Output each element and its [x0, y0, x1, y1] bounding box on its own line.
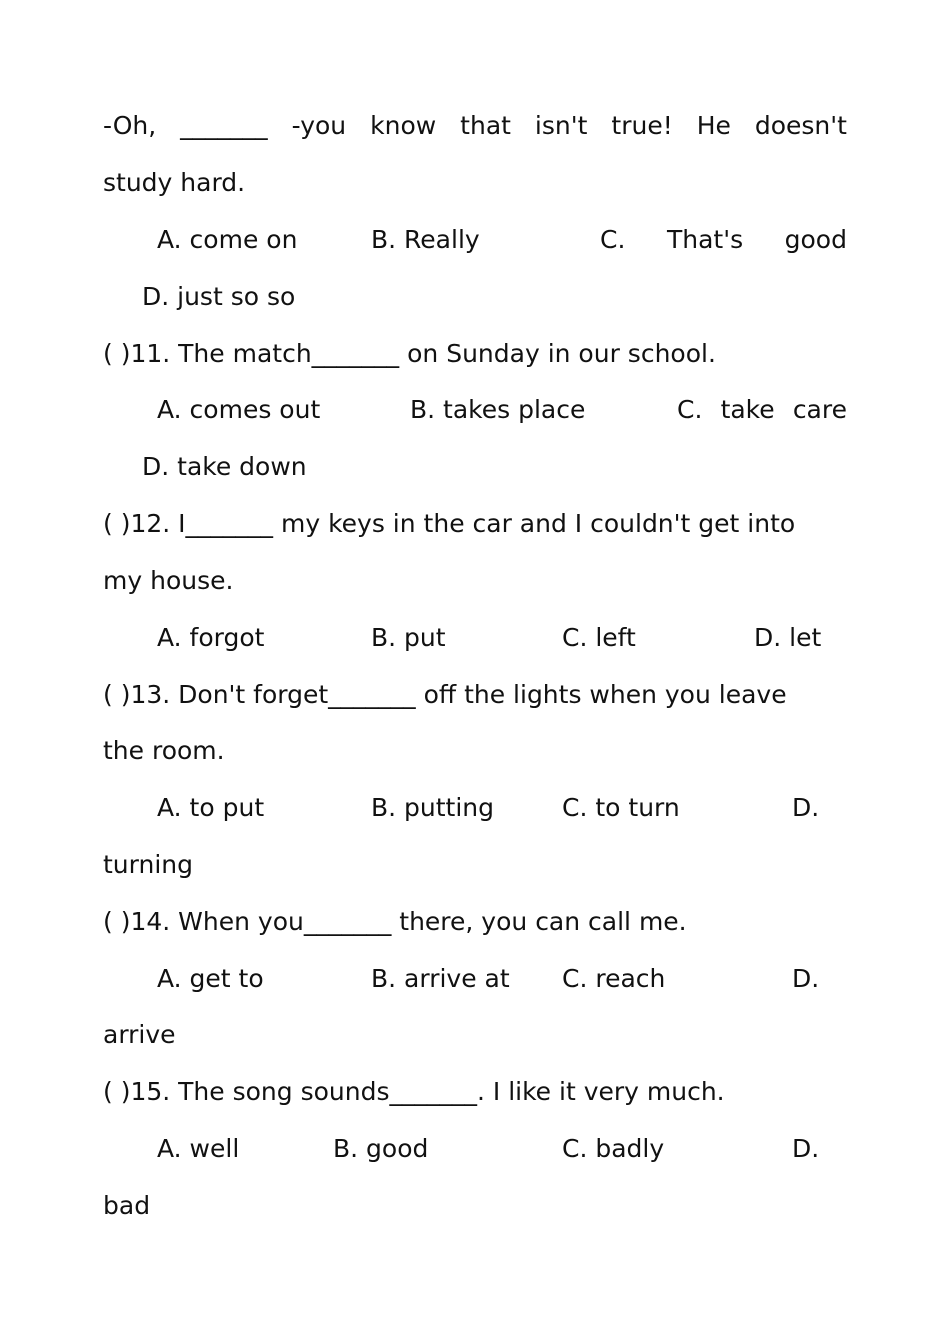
q10-word: isn't — [534, 111, 588, 140]
q12-option-a: A. forgot — [157, 623, 265, 652]
q11-option-c — [677, 390, 847, 430]
q10-line-2: study hard. — [103, 168, 246, 197]
q14-option-d-text: arrive — [103, 1020, 176, 1049]
q15-option-c: C. badly — [562, 1134, 665, 1163]
q15-options-row — [157, 1129, 847, 1169]
q12-option-d: D. let — [754, 623, 822, 652]
q10-word: doesn't — [754, 111, 847, 140]
q11-option-c-word: take — [720, 395, 775, 424]
q10-word: -Oh, — [103, 111, 157, 140]
q10-word: know — [370, 111, 437, 140]
q10-option-c-word: That's — [666, 225, 744, 254]
q13-option-c: C. to turn — [562, 793, 680, 822]
q10-options-row — [157, 220, 847, 260]
q12-options-row — [157, 618, 847, 658]
q13-stem: ( )13. Don't forget_______ off the lights when you leave — [103, 680, 787, 709]
q14-option-b: B. arrive at — [371, 964, 510, 993]
q12-option-c: C. left — [562, 623, 636, 652]
q13-option-a: A. to put — [157, 793, 265, 822]
q11-option-d: D. take down — [142, 452, 307, 481]
q11-option-b: B. takes place — [410, 395, 586, 424]
q14-option-c: C. reach — [562, 964, 666, 993]
q15-option-a: A. well — [157, 1134, 240, 1163]
q10-word: He — [696, 111, 731, 140]
q11-option-a: A. comes out — [157, 395, 321, 424]
q10-blank: _______ — [180, 111, 268, 140]
q15-option-d: D. — [792, 1134, 820, 1163]
q13-option-d: D. — [792, 793, 820, 822]
q14-option-d: D. — [792, 964, 820, 993]
q14-stem: ( )14. When you_______ there, you can call me. — [103, 907, 687, 936]
q13-options-row — [157, 788, 847, 828]
q10-option-a: A. come on — [157, 225, 298, 254]
q10-option-c-word: C. — [600, 225, 626, 254]
q11-option-c-word: C. — [677, 395, 703, 424]
q13-option-b: B. putting — [371, 793, 495, 822]
q12-stem: ( )12. I_______ my keys in the car and I couldn't get into — [103, 509, 796, 538]
q10-option-c — [600, 220, 847, 260]
q13-option-d-text: turning — [103, 850, 193, 879]
q12-option-b: B. put — [371, 623, 446, 652]
q10-option-d: D. just so so — [142, 282, 296, 311]
q15-stem: ( )15. The song sounds_______. I like it very much. — [103, 1077, 725, 1106]
q11-options-row — [157, 390, 847, 430]
q13-stem-cont: the room. — [103, 736, 225, 765]
q10-option-b: B. Really — [371, 225, 480, 254]
q15-option-d-text: bad — [103, 1191, 151, 1220]
q12-stem-cont: my house. — [103, 566, 234, 595]
q10-line-1 — [103, 106, 847, 146]
q10-word: that — [460, 111, 511, 140]
q11-option-c-word: care — [792, 395, 847, 424]
q11-stem: ( )11. The match_______ on Sunday in our school. — [103, 339, 716, 368]
q14-option-a: A. get to — [157, 964, 264, 993]
q15-option-b: B. good — [333, 1134, 429, 1163]
q10-word: true! — [611, 111, 673, 140]
q10-option-c-word: good — [784, 225, 847, 254]
q14-options-row — [157, 959, 847, 999]
q10-word: -you — [291, 111, 347, 140]
